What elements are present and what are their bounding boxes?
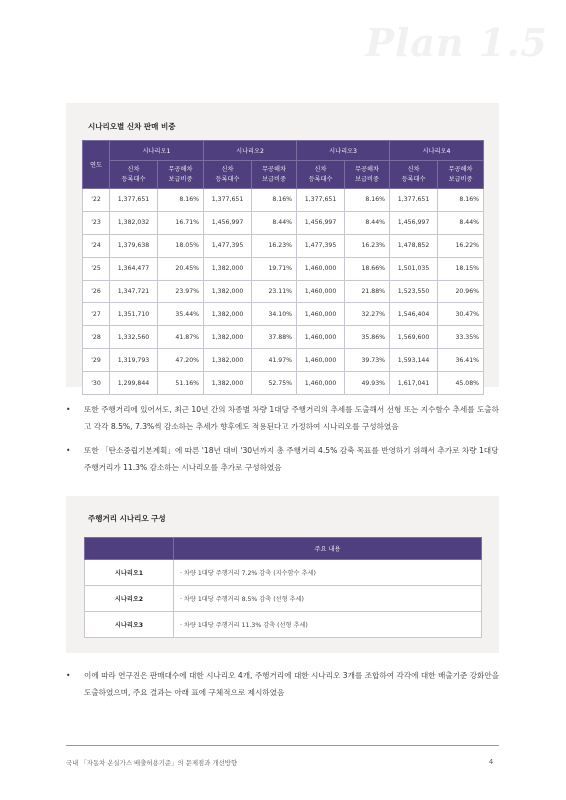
zev-share-cell: 8.16% bbox=[345, 189, 390, 212]
year-cell: '28 bbox=[83, 326, 110, 349]
sales-share-panel bbox=[66, 103, 499, 387]
zev-share-cell: 36.41% bbox=[438, 349, 484, 372]
bullet-dot: • bbox=[66, 671, 71, 680]
zev-share-cell: 41.87% bbox=[158, 326, 204, 349]
zev-share-cell: 39.73% bbox=[345, 349, 390, 372]
sales-share-table bbox=[82, 140, 484, 395]
new-car-count-cell: 1,477,395 bbox=[297, 234, 345, 257]
new-car-count-cell: 1,456,997 bbox=[297, 211, 345, 234]
year-cell: '27 bbox=[83, 303, 110, 326]
zev-share-cell: 35.44% bbox=[158, 303, 204, 326]
sub-header-new-cars: 신차 등록대수 bbox=[390, 161, 438, 189]
zev-share-cell: 33.35% bbox=[438, 326, 484, 349]
scenario-label: 시나리오1 bbox=[85, 560, 174, 586]
sub-header-new-cars: 신차 등록대수 bbox=[204, 161, 252, 189]
new-car-count-cell: 1,460,000 bbox=[297, 303, 345, 326]
new-car-count-cell: 1,351,710 bbox=[110, 303, 158, 326]
watermark: Plan 1.5 bbox=[365, 20, 548, 65]
scenario-header-3: 시나리오3 bbox=[297, 141, 390, 161]
new-car-count-cell: 1,456,997 bbox=[204, 211, 252, 234]
table-row bbox=[85, 560, 482, 586]
table-row bbox=[85, 586, 482, 612]
scenario-description: · 차량 1대당 주행거리 7.2% 감축 (지수함수 추세) bbox=[174, 560, 482, 586]
year-cell: '30 bbox=[83, 372, 110, 395]
new-car-count-cell: 1,299,844 bbox=[110, 372, 158, 395]
zev-share-cell: 18.15% bbox=[438, 257, 484, 280]
new-car-count-cell: 1,377,651 bbox=[390, 189, 438, 212]
zev-share-cell: 16.23% bbox=[252, 234, 297, 257]
zev-share-cell: 47.20% bbox=[158, 349, 204, 372]
zev-share-cell: 23.97% bbox=[158, 280, 204, 303]
zev-share-cell: 16.23% bbox=[345, 234, 390, 257]
new-car-count-cell: 1,593,144 bbox=[390, 349, 438, 372]
new-car-count-cell: 1,523,550 bbox=[390, 280, 438, 303]
zev-share-cell: 8.16% bbox=[438, 189, 484, 212]
new-car-count-cell: 1,460,000 bbox=[297, 326, 345, 349]
zev-share-cell: 41.97% bbox=[252, 349, 297, 372]
new-car-count-cell: 1,379,638 bbox=[110, 234, 158, 257]
sales-share-title: 시나리오별 신차 판매 비중 bbox=[88, 122, 176, 131]
new-car-count-cell: 1,460,000 bbox=[297, 257, 345, 280]
footer-title: 국내 「자동차 온실가스 배출허용기준」의 문제점과 개선방향 bbox=[66, 759, 238, 767]
new-car-count-cell: 1,460,000 bbox=[297, 280, 345, 303]
table-row bbox=[83, 280, 484, 303]
sub-header-zev-share: 무공해차 보급비중 bbox=[345, 161, 390, 189]
table-row bbox=[83, 257, 484, 280]
bullet-paragraph-2 bbox=[66, 442, 506, 476]
scenario-header-1: 시나리오1 bbox=[110, 141, 204, 161]
scenario-header-4: 시나리오4 bbox=[390, 141, 484, 161]
new-car-count-cell: 1,456,997 bbox=[390, 211, 438, 234]
year-cell: '25 bbox=[83, 257, 110, 280]
sales-share-table-body bbox=[83, 189, 484, 395]
new-car-count-cell: 1,460,000 bbox=[297, 349, 345, 372]
new-car-count-cell: 1,382,000 bbox=[204, 349, 252, 372]
table-row bbox=[83, 372, 484, 395]
zev-share-cell: 19.71% bbox=[252, 257, 297, 280]
sub-header-new-cars: 신차 등록대수 bbox=[110, 161, 158, 189]
zev-share-cell: 8.44% bbox=[345, 211, 390, 234]
bullet-text-2: 또한 「탄소중립기본계획」에 따른 '18년 대비 '30년까지 총 주행거리 4.5% 감축 목표를 반영하기 위해서 추가로 차량 1대당 주행거리가 11.3% 감소하는 시나리오를 추가로 구성하였음 bbox=[84, 446, 499, 472]
sub-header-new-cars: 신차 등록대수 bbox=[297, 161, 345, 189]
bullet-text-3: 이에 따라 연구진은 판매대수에 대한 시나리오 4개, 주행거리에 대한 시나리오 3개를 조합하여 각각에 대한 배출기준 강화안을 도출하였으며, 주요 결과는 아래 표에 구체적으로 제시하였음 bbox=[84, 671, 500, 697]
sub-header-zev-share: 무공해차 보급비중 bbox=[158, 161, 204, 189]
zev-share-cell: 21.88% bbox=[345, 280, 390, 303]
mileage-scenario-panel bbox=[66, 496, 499, 653]
new-car-count-cell: 1,617,041 bbox=[390, 372, 438, 395]
table-row bbox=[83, 211, 484, 234]
bullet-paragraph-3 bbox=[66, 667, 506, 701]
year-cell: '23 bbox=[83, 211, 110, 234]
bullet-text-1: 또한 주행거리에 있어서도, 최근 10년 간의 차종별 차량 1대당 주행거리의 추세를 도출해서 선형 또는 지수함수 추세를 도출하고 각각 8.5%, 7.3%씩 감소하는 추세가 향후에도 적용된다고 가정하여 시나리오를 구성하였음 bbox=[84, 405, 499, 431]
new-car-count-cell: 1,478,852 bbox=[390, 234, 438, 257]
table-row bbox=[83, 349, 484, 372]
new-car-count-cell: 1,501,035 bbox=[390, 257, 438, 280]
new-car-count-cell: 1,460,000 bbox=[297, 372, 345, 395]
zev-share-cell: 18.05% bbox=[158, 234, 204, 257]
new-car-count-cell: 1,377,651 bbox=[297, 189, 345, 212]
bullet-paragraph-1 bbox=[66, 401, 506, 435]
zev-share-cell: 8.44% bbox=[438, 211, 484, 234]
year-cell: '24 bbox=[83, 234, 110, 257]
zev-share-cell: 16.71% bbox=[158, 211, 204, 234]
new-car-count-cell: 1,319,793 bbox=[110, 349, 158, 372]
table-row bbox=[85, 612, 482, 638]
zev-share-cell: 18.66% bbox=[345, 257, 390, 280]
table-row bbox=[83, 326, 484, 349]
zev-share-cell: 51.16% bbox=[158, 372, 204, 395]
zev-share-cell: 32.27% bbox=[345, 303, 390, 326]
scenario-label: 시나리오3 bbox=[85, 612, 174, 638]
zev-share-cell: 52.75% bbox=[252, 372, 297, 395]
zev-share-cell: 16.22% bbox=[438, 234, 484, 257]
new-car-count-cell: 1,382,000 bbox=[204, 326, 252, 349]
zev-share-cell: 49.93% bbox=[345, 372, 390, 395]
zev-share-cell: 35.86% bbox=[345, 326, 390, 349]
table-row bbox=[83, 234, 484, 257]
zev-share-cell: 8.16% bbox=[158, 189, 204, 212]
new-car-count-cell: 1,347,721 bbox=[110, 280, 158, 303]
mileage-scenario-title: 주행거리 시나리오 구성 bbox=[88, 514, 166, 523]
year-cell: '29 bbox=[83, 349, 110, 372]
year-cell: '22 bbox=[83, 189, 110, 212]
table-row bbox=[83, 303, 484, 326]
zev-share-cell: 8.16% bbox=[252, 189, 297, 212]
zev-share-cell: 20.45% bbox=[158, 257, 204, 280]
new-car-count-cell: 1,332,560 bbox=[110, 326, 158, 349]
page-number: 4 bbox=[489, 758, 494, 766]
zev-share-cell: 37.88% bbox=[252, 326, 297, 349]
new-car-count-cell: 1,377,651 bbox=[204, 189, 252, 212]
main-content-header: 주요 내용 bbox=[174, 538, 482, 560]
zev-share-cell: 45.08% bbox=[438, 372, 484, 395]
mileage-table-corner bbox=[85, 538, 174, 560]
new-car-count-cell: 1,382,000 bbox=[204, 303, 252, 326]
zev-share-cell: 8.44% bbox=[252, 211, 297, 234]
year-cell: '26 bbox=[83, 280, 110, 303]
new-car-count-cell: 1,382,000 bbox=[204, 372, 252, 395]
new-car-count-cell: 1,382,000 bbox=[204, 280, 252, 303]
year-header: 연도 bbox=[83, 141, 110, 189]
scenario-description: · 차량 1대당 주행거리 11.3% 감축 (선형 추세) bbox=[174, 612, 482, 638]
sub-header-zev-share: 무공해차 보급비중 bbox=[252, 161, 297, 189]
new-car-count-cell: 1,382,032 bbox=[110, 211, 158, 234]
new-car-count-cell: 1,377,651 bbox=[110, 189, 158, 212]
footer-divider bbox=[66, 745, 499, 746]
bullet-dot: • bbox=[66, 405, 71, 414]
zev-share-cell: 23.11% bbox=[252, 280, 297, 303]
scenario-header-2: 시나리오2 bbox=[204, 141, 297, 161]
new-car-count-cell: 1,382,000 bbox=[204, 257, 252, 280]
zev-share-cell: 34.10% bbox=[252, 303, 297, 326]
new-car-count-cell: 1,546,404 bbox=[390, 303, 438, 326]
scenario-description: · 차량 1대당 주행거리 8.5% 감축 (선형 추세) bbox=[174, 586, 482, 612]
zev-share-cell: 20.96% bbox=[438, 280, 484, 303]
sub-header-zev-share: 무공해차 보급비중 bbox=[438, 161, 484, 189]
new-car-count-cell: 1,477,395 bbox=[204, 234, 252, 257]
zev-share-cell: 30.47% bbox=[438, 303, 484, 326]
scenario-label: 시나리오2 bbox=[85, 586, 174, 612]
new-car-count-cell: 1,364,477 bbox=[110, 257, 158, 280]
new-car-count-cell: 1,569,600 bbox=[390, 326, 438, 349]
table-row bbox=[83, 189, 484, 212]
mileage-scenario-table bbox=[84, 537, 482, 638]
bullet-dot: • bbox=[66, 446, 71, 455]
